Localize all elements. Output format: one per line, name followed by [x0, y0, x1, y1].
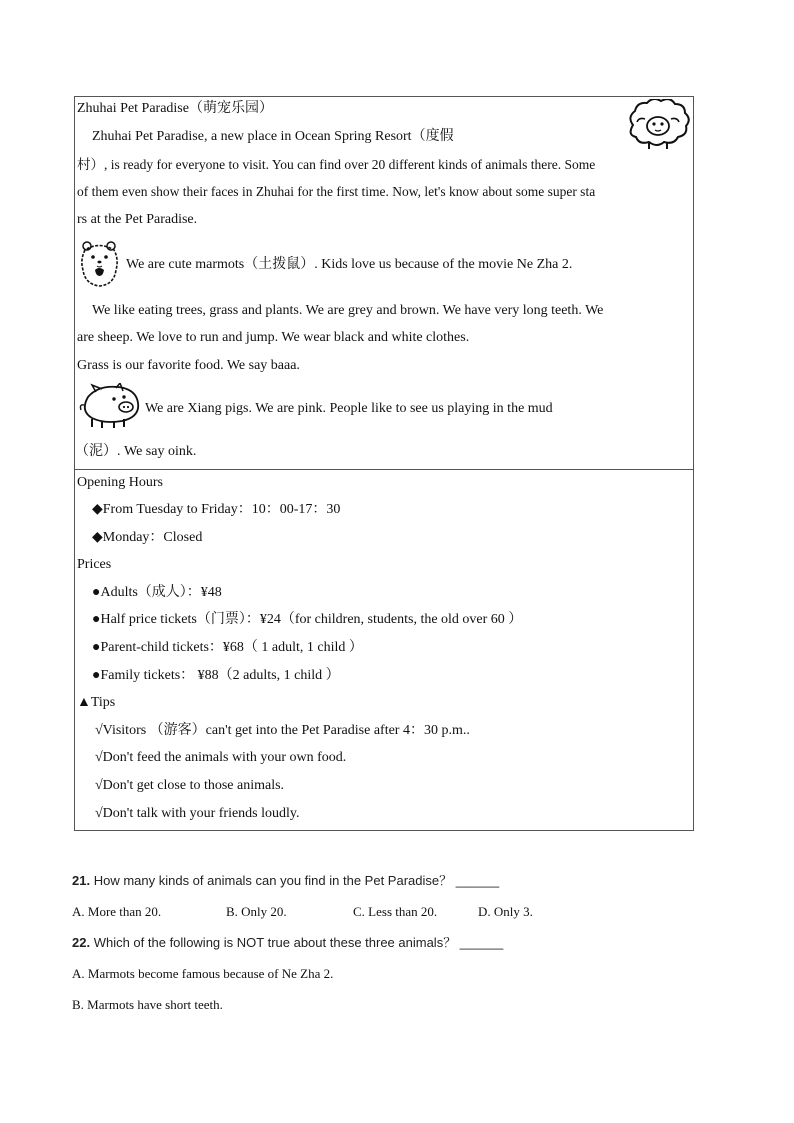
- pig-line-1: We are Xiang pigs. We are pink. People like to see us playing in the mud: [145, 401, 553, 416]
- tip-item-4: √Don't talk with your friends loudly.: [95, 806, 300, 821]
- prices-heading: Prices: [77, 557, 112, 572]
- q21-option-a[interactable]: A. More than 20.: [72, 904, 162, 919]
- question-number: 22.: [72, 935, 91, 950]
- tip-item-2: √Don't feed the animals with your own food.: [95, 750, 347, 765]
- opening-item-1: ◆From Tuesday to Friday：10：00-17：30: [92, 502, 341, 517]
- opening-item-2: ◆Monday：Closed: [92, 530, 203, 545]
- sheep-line-2: are sheep. We love to run and jump. We wear black and white clothes.: [77, 330, 470, 345]
- q22-option-a[interactable]: A. Marmots become famous because of Ne Zha 2.: [72, 966, 334, 981]
- pig-icon: [78, 383, 142, 429]
- price-item-4: ●Family tickets： ¥88（2 adults, 1 child ）: [92, 668, 340, 683]
- q22-option-b[interactable]: B. Marmots have short teeth.: [72, 997, 223, 1012]
- sheep-line-1: We like eating trees, grass and plants. We are grey and brown. We have very long teeth. We: [92, 303, 604, 318]
- tips-heading: ▲Tips: [77, 695, 116, 710]
- question-text: Which of the following is NOT true about these three animals？ ______: [93, 935, 504, 950]
- tip-item-1: √Visitors （游客）can't get into the Pet Paradise after 4：30 p.m..: [95, 723, 470, 738]
- intro-line-4: rs at the Pet Paradise.: [77, 212, 198, 227]
- marmot-text: We are cute marmots（土拨鼠）. Kids love us because of the movie Ne Zha 2.: [126, 257, 573, 272]
- opening-heading: Opening Hours: [77, 475, 163, 490]
- passage-title: Zhuhai Pet Paradise（萌宠乐园）: [77, 101, 273, 116]
- question-21: [72, 873, 499, 889]
- tip-item-3: √Don't get close to those animals.: [95, 778, 285, 793]
- q21-option-d[interactable]: D. Only 3.: [478, 904, 533, 919]
- sheep-line-3: Grass is our favorite food. We say baaa.: [77, 358, 300, 373]
- intro-line-1: Zhuhai Pet Paradise, a new place in Ocean Spring Resort（度假: [92, 129, 454, 144]
- question-text: How many kinds of animals can you find in the Pet Paradise？ ______: [93, 873, 500, 888]
- intro-line-3: of them even show their faces in Zhuhai for the first time. Now, let's know about some super sta: [77, 184, 596, 199]
- price-item-3: ●Parent-child tickets：¥68（ 1 adult, 1 child ）: [92, 640, 363, 655]
- question-number: 21.: [72, 873, 91, 888]
- q21-option-c[interactable]: C. Less than 20.: [353, 904, 438, 919]
- marmot-icon: [78, 240, 122, 288]
- pig-line-2: （泥）. We say oink.: [75, 444, 197, 459]
- intro-line-2: 村）, is ready for everyone to visit. You can find over 20 different kinds of animals there. Some: [77, 157, 596, 172]
- price-item-2: ●Half price tickets（门票）：¥24（for children, students, the old over 60 ）: [92, 612, 523, 627]
- question-22: [72, 935, 503, 951]
- q21-option-b[interactable]: B. Only 20.: [226, 904, 287, 919]
- passage-box: [74, 96, 694, 831]
- price-item-1: ●Adults（成人）：¥48: [92, 585, 222, 600]
- section-divider: [75, 469, 693, 470]
- sheep-icon: [623, 99, 693, 151]
